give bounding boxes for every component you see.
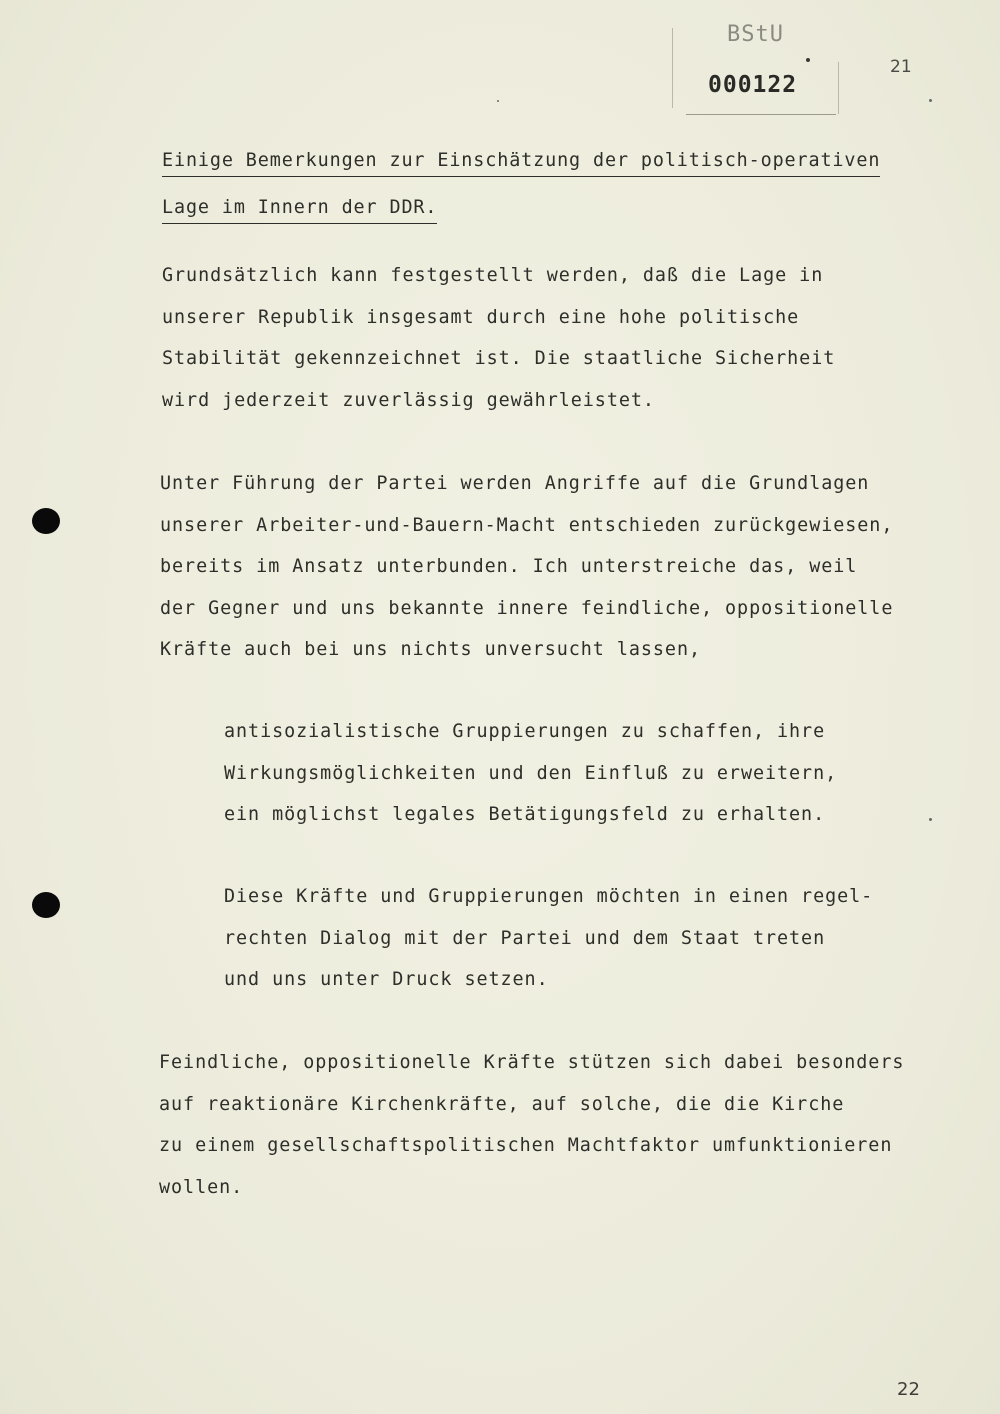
stamp-border-left: [672, 28, 673, 108]
text-line: Grundsätzlich kann festgestellt werden, daß die Lage in: [162, 265, 824, 286]
text-line: und uns unter Druck setzen.: [224, 969, 549, 990]
page-number-top: 21: [890, 57, 912, 77]
text-line: zu einem gesellschaftspolitischen Machtfaktor umfunktionieren: [159, 1135, 893, 1156]
text-line: Stabilität gekennzeichnet ist. Die staatliche Sicherheit: [162, 348, 836, 369]
paragraph-4-indented: [224, 876, 873, 1001]
text-line: antisozialistische Gruppierungen zu schaffen, ihre: [224, 721, 826, 742]
archive-stamp: [672, 18, 840, 116]
text-line: unserer Arbeiter-und-Bauern-Macht entschieden zurückgewiesen,: [160, 514, 894, 536]
stamp-border-bottom: [686, 114, 836, 115]
paper-speck: [929, 99, 932, 102]
punch-hole: [32, 892, 60, 918]
text-line: wird jederzeit zuverlässig gewährleistet.: [162, 389, 655, 411]
stamp-number: 000122: [708, 72, 798, 98]
stamp-border-right: [838, 62, 839, 114]
text-line: Wirkungsmöglichkeiten und den Einfluß zu erweitern,: [224, 762, 838, 784]
paper-speck: [497, 100, 499, 102]
text-line: rechten Dialog mit der Partei und dem Staat treten: [224, 927, 826, 949]
text-line: auf reaktionäre Kirchenkräfte, auf solche, die die Kirche: [159, 1093, 845, 1115]
paragraph-5: [159, 1042, 904, 1208]
text-line: wollen.: [159, 1176, 244, 1198]
paragraph-1: [162, 255, 835, 421]
text-line: bereits im Ansatz unterbunden. Ich unterstreiche das, weil: [160, 556, 858, 577]
text-line: Diese Kräfte und Gruppierungen möchten in einen regel-: [224, 886, 874, 907]
punch-hole: [32, 508, 60, 534]
paper-speck: [806, 58, 810, 62]
text-line: der Gegner und uns bekannte innere feindliche, oppositionelle: [160, 597, 894, 619]
text-line: Unter Führung der Partei werden Angriffe auf die Grundlagen: [160, 473, 870, 494]
paragraph-3-indented: [224, 711, 837, 836]
text-line: Kräfte auch bei uns nichts unversucht lassen,: [160, 639, 701, 660]
document-title: [162, 140, 907, 234]
text-line: unserer Republik insgesamt durch eine hohe politische: [162, 306, 800, 328]
page-number-bottom: 22: [897, 1379, 920, 1400]
paper-speck: [929, 818, 932, 821]
text-line: Feindliche, oppositionelle Kräfte stützen sich dabei besonders: [159, 1052, 905, 1073]
title-line: Einige Bemerkungen zur Einschätzung der politisch-operativen: [162, 148, 880, 177]
paragraph-2: [160, 463, 893, 671]
title-line: Lage im Innern der DDR.: [162, 195, 437, 224]
text-line: ein möglichst legales Betätigungsfeld zu erhalten.: [224, 804, 826, 825]
stamp-agency: BStU: [727, 22, 784, 47]
